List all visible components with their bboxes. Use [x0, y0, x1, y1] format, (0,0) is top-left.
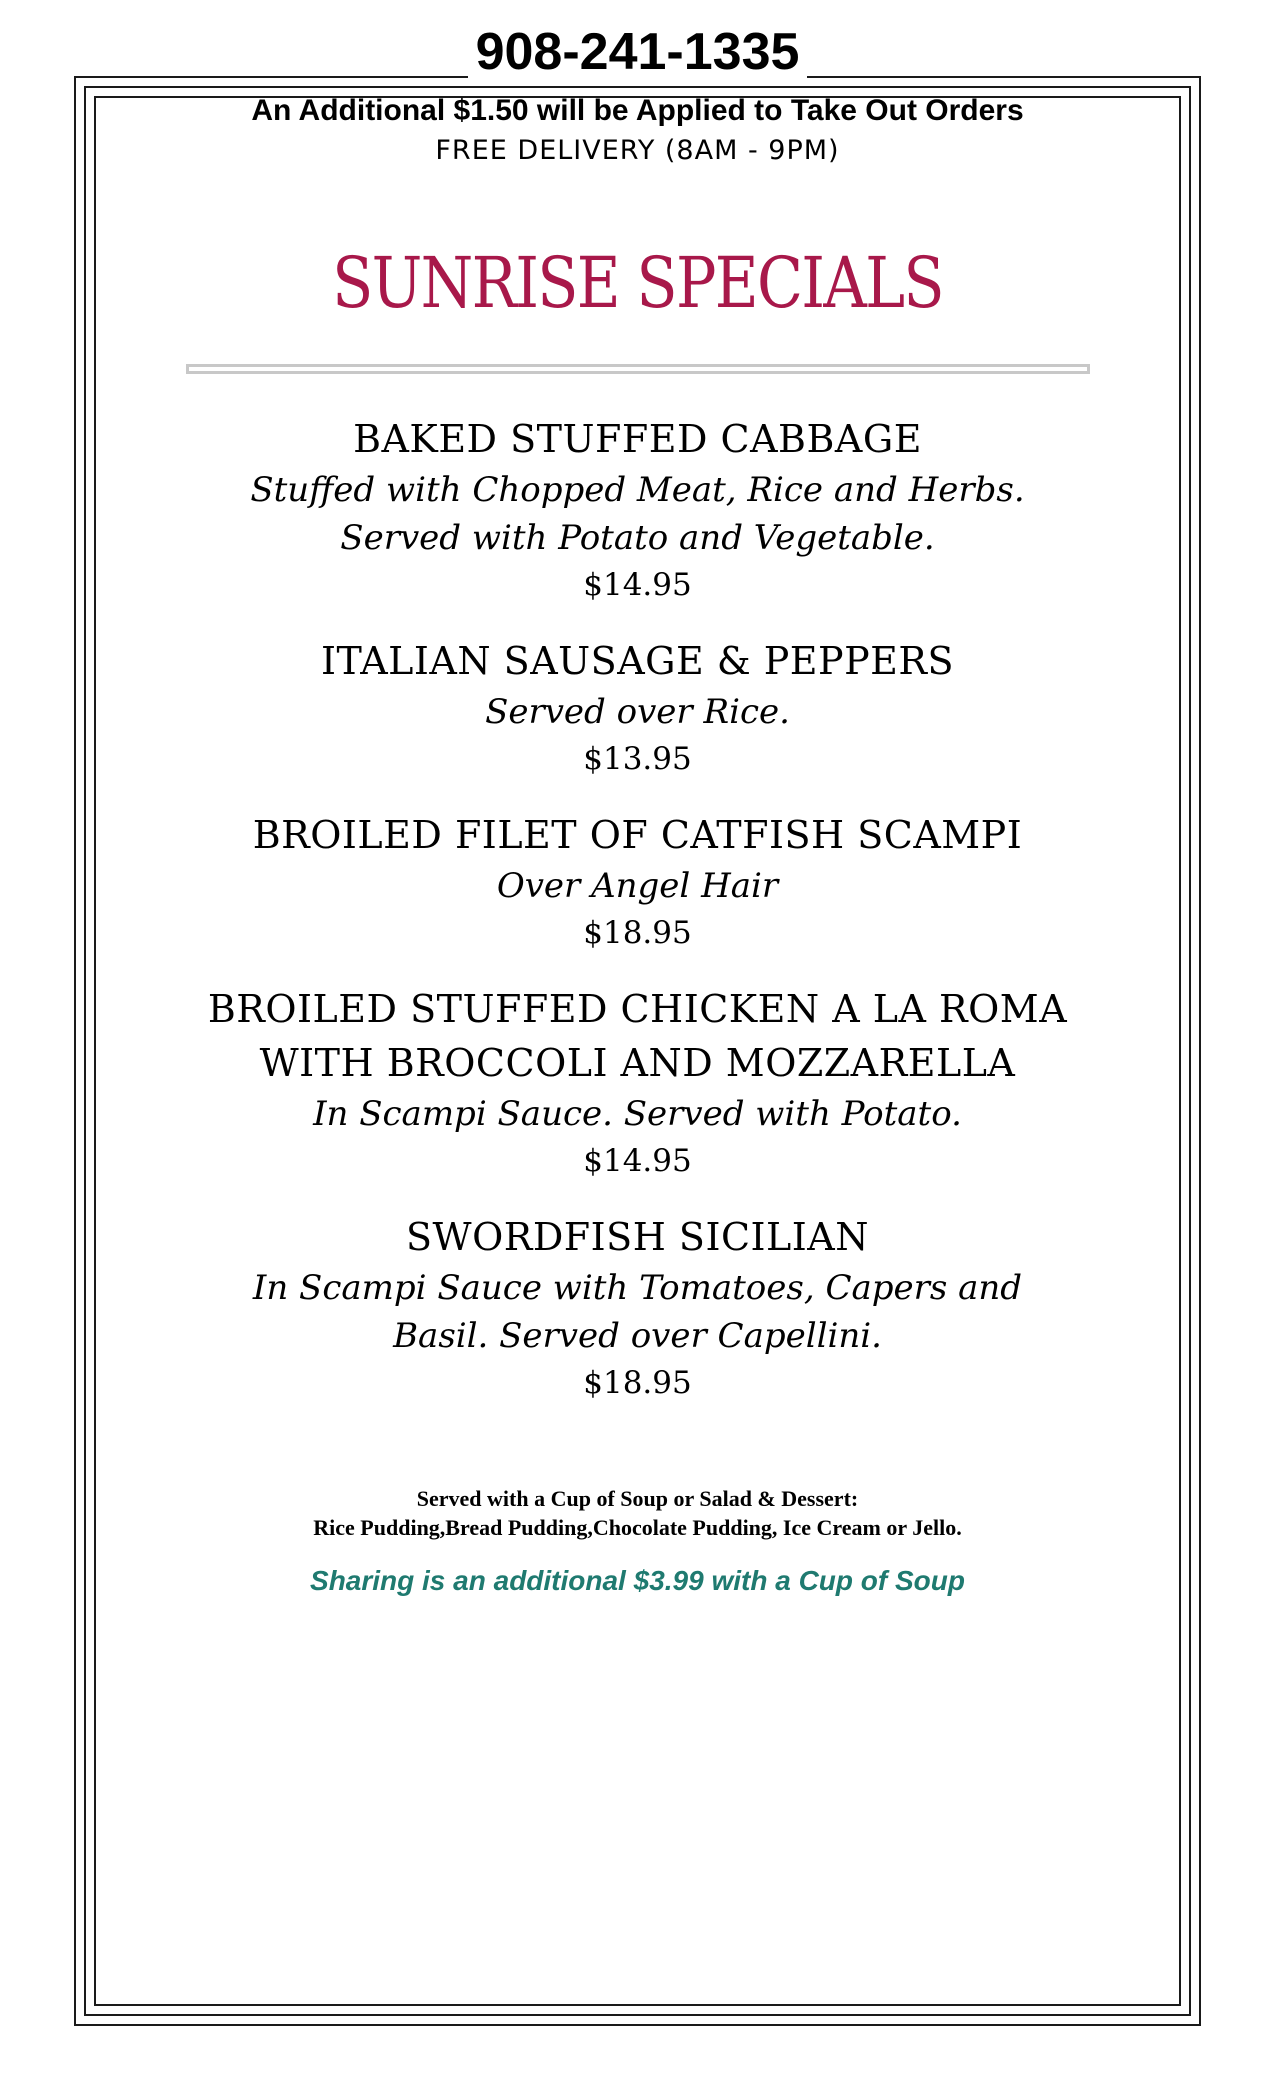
- served-line-2: Rice Pudding,Bread Pudding,Chocolate Pudding, Ice Cream or Jello.: [313, 1515, 962, 1540]
- menu-item: [150, 634, 1125, 782]
- item-description: In Scampi Sauce with Tomatoes, Capers and Basil. Served over Capellini.: [252, 1268, 1023, 1356]
- menu-items: [150, 412, 1125, 1432]
- menu-item: [150, 412, 1125, 608]
- item-price: $13.95: [583, 741, 692, 777]
- item-description: Served over Rice.: [485, 692, 790, 732]
- item-price: $18.95: [583, 915, 692, 951]
- item-price: $14.95: [583, 567, 692, 603]
- item-description: Stuffed with Chopped Meat, Rice and Herbs. Served with Potato and Vegetable.: [250, 470, 1025, 558]
- item-price: $18.95: [583, 1365, 692, 1401]
- item-name: ITALIAN SAUSAGE & PEPPERS: [320, 639, 955, 683]
- item-description: In Scampi Sauce. Served with Potato.: [313, 1094, 962, 1134]
- item-name: SWORDFISH SICILIAN: [405, 1215, 869, 1259]
- delivery-notice: FREE DELIVERY (8AM - 9PM): [435, 135, 840, 166]
- phone-number: [0, 22, 1275, 82]
- menu-item: [150, 808, 1125, 956]
- menu-item: [150, 982, 1125, 1184]
- served-with-note: [0, 1484, 1275, 1542]
- served-line-1: Served with a Cup of Soup or Salad & Dessert:: [416, 1486, 859, 1511]
- item-name: BROILED STUFFED CHICKEN A LA ROMA WITH BROCCOLI AND MOZZARELLA: [207, 987, 1068, 1085]
- menu-item: [150, 1210, 1125, 1406]
- item-name: BAKED STUFFED CABBAGE: [353, 417, 922, 461]
- item-name: BROILED FILET OF CATFISH SCAMPI: [252, 813, 1023, 857]
- phone-number-text: 908-241-1335: [468, 23, 808, 81]
- sharing-note: Sharing is an additional $3.99 with a Cup of Soup: [310, 1565, 965, 1596]
- takeout-notice: An Additional $1.50 will be Applied to Take Out Orders: [251, 94, 1024, 127]
- item-description: Over Angel Hair: [496, 866, 779, 906]
- title-divider: [186, 364, 1090, 374]
- item-price: $14.95: [583, 1143, 692, 1179]
- page-title: SUNRISE SPECIALS: [332, 242, 943, 324]
